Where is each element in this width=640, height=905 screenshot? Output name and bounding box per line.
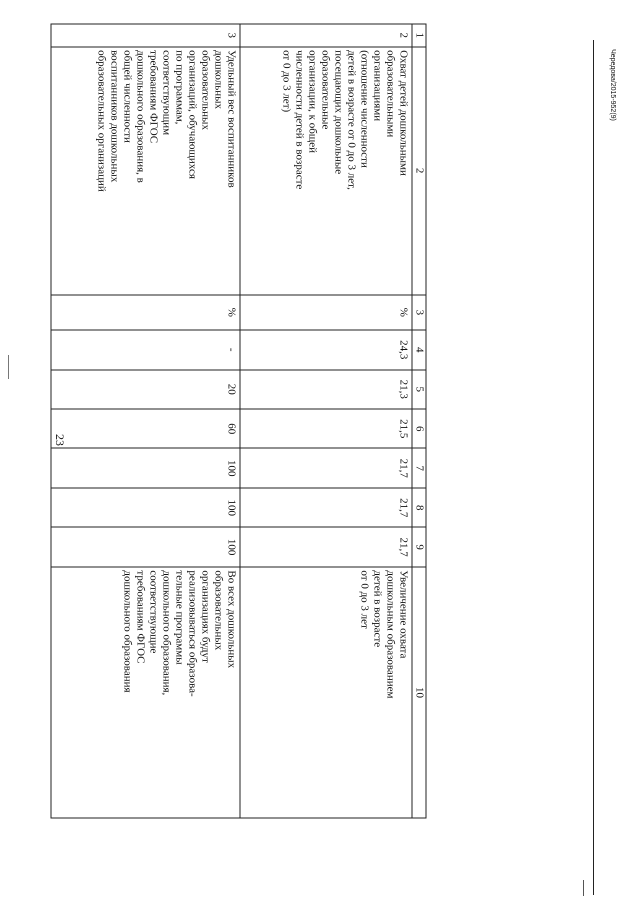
column-number: 10 — [412, 567, 426, 818]
value-cell: 21,7 — [240, 527, 412, 566]
value-cell: 21,7 — [240, 448, 412, 487]
column-number: 5 — [412, 370, 426, 409]
value-cell: 21,7 — [240, 488, 412, 527]
indicator-line: образовательные — [319, 50, 332, 130]
result-line: требованиям ФГОС — [134, 570, 147, 664]
indicator-line: Удельный вес воспитанников — [225, 50, 238, 188]
indicator-line: детей в возрасте от 0 до 3 лет, — [345, 50, 358, 190]
result-line: детей в возрасте — [371, 570, 384, 648]
margin-rule-short — [583, 880, 584, 896]
indicator-line: образовательных организаций — [95, 50, 108, 192]
row-number: 3 — [51, 24, 240, 47]
result-line: Увеличение охвата — [397, 570, 410, 659]
indicator-line: по программам, — [173, 50, 186, 125]
indicator-line: дошкольных — [212, 50, 225, 110]
indicator-line: образовательных — [199, 50, 212, 130]
result-line: организациях будут — [199, 570, 212, 663]
value-cell: 100 — [51, 527, 240, 566]
column-number: 8 — [412, 488, 426, 527]
indicator-line: организации, к общей — [306, 50, 319, 154]
indicator-line: от 0 до 3 лет) — [280, 50, 293, 113]
result-line: от 0 до 3 лет — [358, 570, 371, 629]
result-line: реализовываться образова- — [186, 570, 199, 697]
result-line: дошкольного образования, — [160, 570, 173, 696]
margin-rule — [593, 40, 594, 895]
indicator-line: общей численности — [121, 50, 134, 143]
value-cell: 60 — [51, 409, 240, 448]
indicator-line: соответствующим — [160, 50, 173, 136]
indicator-line: организациями — [371, 50, 384, 122]
indicator-line: посещающих дошкольные — [332, 50, 345, 175]
value-cell: 20 — [51, 370, 240, 409]
table-row — [240, 24, 412, 818]
column-number-row — [412, 24, 426, 818]
page-number: 23 — [53, 434, 67, 446]
result-line: тельные программы — [173, 570, 186, 665]
indicator-line: Охват детей дошкольными — [397, 50, 410, 176]
value-cell: 100 — [51, 448, 240, 487]
value-cell: 21,3 — [240, 370, 412, 409]
column-number: 3 — [412, 295, 426, 330]
value-cell: 24,3 — [240, 330, 412, 369]
expected-result — [51, 567, 240, 818]
indicators-table-wrapper — [51, 24, 427, 819]
column-number: 6 — [412, 409, 426, 448]
expected-result — [240, 567, 412, 818]
indicator-name — [240, 47, 412, 295]
indicator-line: организаций, обучающихся — [186, 50, 199, 179]
column-number: 4 — [412, 330, 426, 369]
indicators-table — [51, 24, 427, 819]
result-line: дошкольным образованием — [384, 570, 397, 699]
indicator-line: численности детей в возрасте — [293, 50, 306, 190]
indicator-line: требованиям ФГОС — [147, 50, 160, 144]
column-number: 9 — [412, 527, 426, 566]
row-number: 2 — [240, 24, 412, 47]
value-cell: 100 — [51, 488, 240, 527]
table-row — [51, 24, 240, 818]
indicator-line: дошкольного образования, в — [134, 50, 147, 183]
value-cell: 21,5 — [240, 409, 412, 448]
indicator-line: воспитанников дошкольных — [108, 50, 121, 183]
column-number: 2 — [412, 47, 426, 295]
unit-cell: % — [240, 295, 412, 330]
indicator-line: образовательными — [384, 50, 397, 138]
result-line: соответствующие — [147, 570, 160, 654]
scan-mark — [8, 355, 9, 379]
result-line: Во всех дошкольных — [225, 570, 238, 669]
indicator-name — [51, 47, 240, 295]
result-line: образовательных — [212, 570, 225, 651]
document-stamp: Чередова/2015-952(9) — [609, 49, 616, 121]
value-cell: - — [51, 330, 240, 369]
unit-cell: % — [51, 295, 240, 330]
result-line: дошкольного образования — [121, 570, 134, 693]
column-number: 1 — [412, 24, 426, 47]
column-number: 7 — [412, 448, 426, 487]
indicator-line: (отношение численности — [358, 50, 371, 168]
